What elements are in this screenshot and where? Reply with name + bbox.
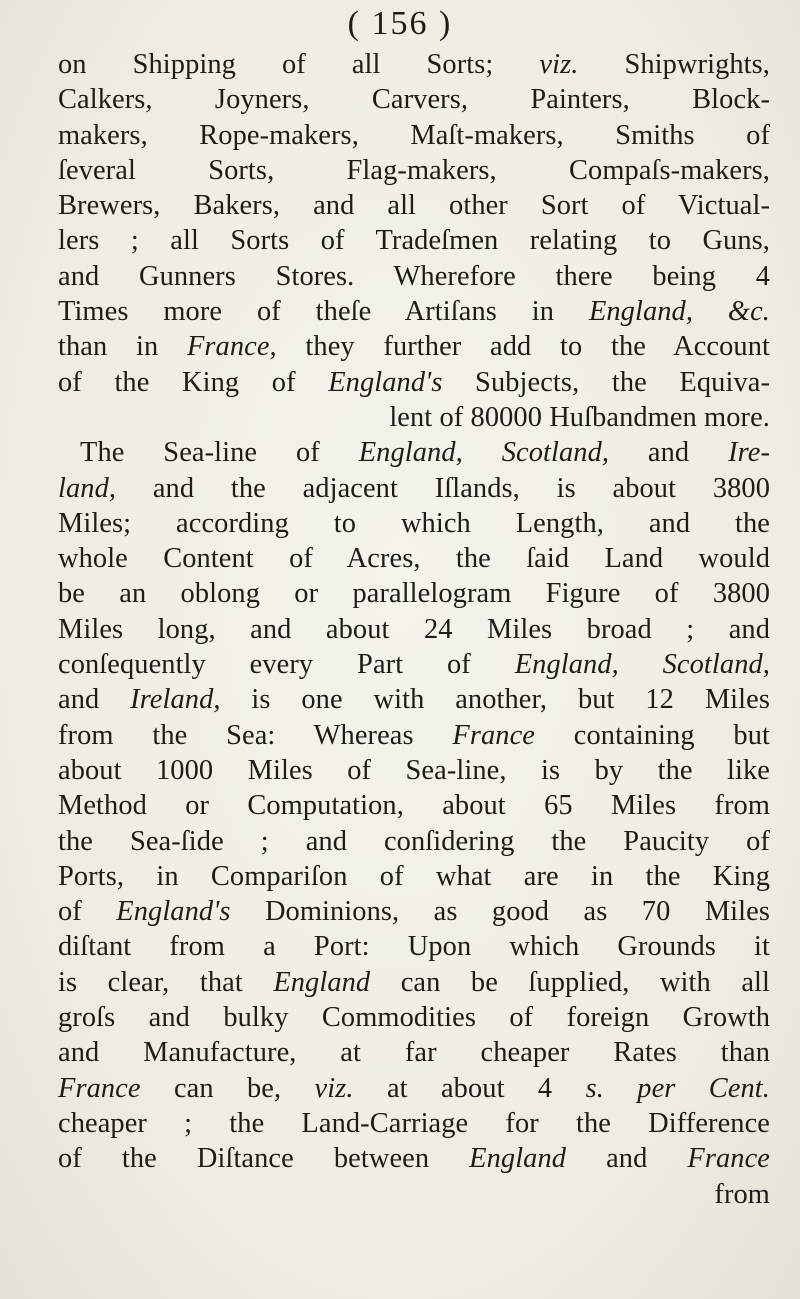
text-run: lers ; all Sorts of Tradeſmen relating to Guns, xyxy=(58,225,770,257)
text-line xyxy=(58,118,770,153)
text-line xyxy=(58,612,770,647)
text-run: diſtant from a Port: Upon which Grounds it xyxy=(58,931,770,963)
text-run: is one with another, but 12 Miles xyxy=(220,684,770,716)
text-line xyxy=(58,1106,770,1141)
italic-text-run: England, Scotland, xyxy=(514,649,770,681)
text-line xyxy=(58,1000,770,1035)
text-line xyxy=(58,965,770,1000)
text-run: makers, Rope-makers, Maſt-makers, Smiths of xyxy=(58,119,770,151)
italic-text-run: Ire- xyxy=(728,437,771,469)
text-run: Shipwrights, xyxy=(578,49,770,80)
italic-text-run: France, xyxy=(186,331,277,363)
text-line xyxy=(58,1141,770,1176)
text-run: and xyxy=(58,684,131,716)
text-line xyxy=(58,1071,770,1106)
text-run: from the Sea: Whereas xyxy=(58,719,453,751)
text-run: they further add to the Account xyxy=(276,331,770,363)
text-run: conſequently every Part of xyxy=(58,649,515,681)
text-run: can be ſupplied, with all xyxy=(370,966,770,998)
text-line xyxy=(58,541,770,576)
text-run: Subjects, the Equiva- xyxy=(442,366,770,398)
italic-text-run: land, xyxy=(58,472,117,504)
text-line xyxy=(58,153,770,188)
text-line xyxy=(58,259,770,294)
text-run: Calkers, Joyners, Carvers, Painters, Block- xyxy=(58,84,770,116)
italic-text-run: s. xyxy=(585,1072,604,1104)
text-line xyxy=(58,400,770,435)
text-run: Brewers, Bakers, and all other Sort of Victual- xyxy=(58,190,770,222)
text-line xyxy=(58,294,770,329)
text-run: Method or Computation, about 65 Miles from xyxy=(58,790,770,822)
text-line xyxy=(58,1035,770,1070)
text-line xyxy=(58,471,770,506)
text-line xyxy=(58,753,770,788)
text-run: and xyxy=(566,1143,688,1175)
text-run: at about 4 xyxy=(353,1072,586,1104)
text-line xyxy=(58,223,770,258)
text-run: whole Content of Acres, the ſaid Land would xyxy=(58,543,770,575)
body-text xyxy=(58,47,770,1212)
italic-text-run: France xyxy=(452,719,536,751)
text-run: can be, xyxy=(140,1072,315,1104)
text-line xyxy=(58,576,770,611)
italic-text-run: France xyxy=(58,1072,141,1104)
text-run: The Sea-line of xyxy=(80,437,359,469)
text-line xyxy=(58,929,770,964)
text-run: and the adjacent Iſlands, is about 3800 xyxy=(116,472,770,504)
italic-text-run: England's xyxy=(328,366,443,398)
italic-text-run: England xyxy=(469,1143,567,1175)
text-line xyxy=(58,506,770,541)
text-run: Ports, in Compariſon of what are in the King xyxy=(58,860,770,892)
text-run: be an oblong or parallelogram Figure of 3800 xyxy=(58,578,770,610)
text-run: of xyxy=(58,896,117,928)
italic-text-run: viz. xyxy=(539,49,579,80)
text-run: groſs and bulky Commodities of foreign Growth xyxy=(58,1002,770,1034)
text-run: ſeveral Sorts, Flag-makers, Compaſs-makers, xyxy=(58,154,770,186)
italic-text-run: England, Scotland, xyxy=(358,437,610,469)
italic-text-run: England xyxy=(273,966,371,998)
text-line xyxy=(58,329,770,364)
text-line xyxy=(58,365,770,400)
text-run xyxy=(604,1073,637,1104)
text-line xyxy=(58,82,770,117)
text-run: Dominions, as good as 70 Miles xyxy=(230,896,770,928)
text-run: about 1000 Miles of Sea-line, is by the like xyxy=(58,754,770,786)
italic-text-run: England, &c. xyxy=(588,296,770,328)
text-run: than in xyxy=(58,331,187,363)
text-run: is clear, that xyxy=(58,966,274,998)
italic-text-run: France xyxy=(687,1143,770,1175)
italic-text-run: England's xyxy=(116,896,231,928)
text-run: of the Diſtance between xyxy=(58,1143,470,1175)
text-line xyxy=(58,859,770,894)
text-run: the Sea-ſide ; and conſidering the Paucity of xyxy=(58,825,770,857)
text-run: and xyxy=(609,437,729,469)
text-run: lent of 80000 Huſbandmen more. xyxy=(389,401,770,433)
italic-text-run: per Cent. xyxy=(637,1072,770,1104)
text-run: and Gunners Stores. Wherefore there being 4 xyxy=(58,260,770,292)
text-line xyxy=(58,188,770,223)
text-line xyxy=(58,647,770,682)
text-run: of the King of xyxy=(58,366,329,398)
italic-text-run: Ireland, xyxy=(130,684,221,716)
text-run: and Manufacture, at far cheaper Rates than xyxy=(58,1037,770,1069)
text-run: Miles; according to which Length, and the xyxy=(58,507,770,539)
text-run: containing but xyxy=(535,719,770,751)
italic-text-run: viz. xyxy=(314,1072,354,1104)
text-run: on Shipping of all Sorts; xyxy=(58,49,540,80)
text-line xyxy=(58,47,770,82)
text-line xyxy=(58,1177,770,1212)
text-line xyxy=(58,894,770,929)
text-line xyxy=(58,718,770,753)
text-line xyxy=(58,682,770,717)
text-run: Times more of theſe Artiſans in xyxy=(58,296,589,328)
page-number: ( 156 ) xyxy=(347,5,453,42)
text-run: from xyxy=(714,1178,770,1210)
text-line xyxy=(58,788,770,823)
text-run: cheaper ; the Land-Carriage for the Difference xyxy=(58,1107,770,1139)
text-line xyxy=(58,824,770,859)
text-run: Miles long, and about 24 Miles broad ; and xyxy=(58,613,770,645)
text-line xyxy=(58,435,770,470)
